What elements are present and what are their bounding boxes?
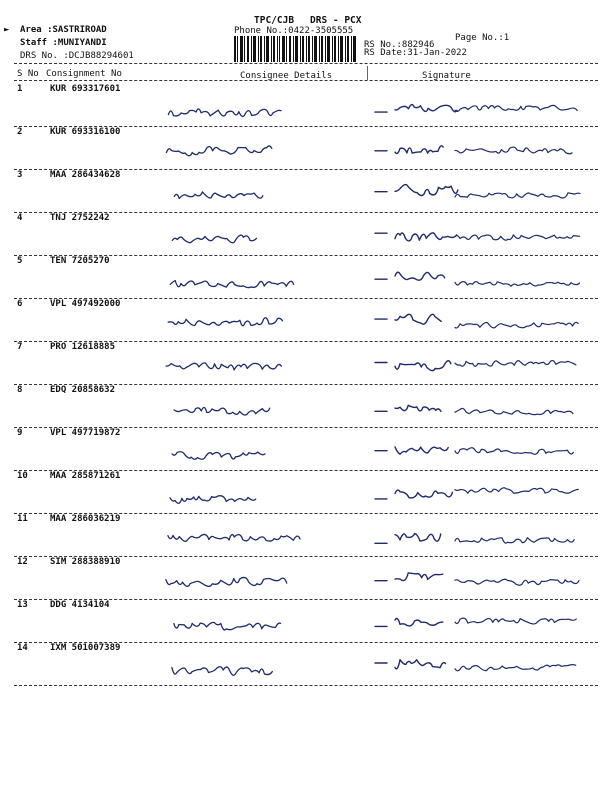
serial-number: 13 — [17, 600, 28, 610]
table-row — [0, 170, 600, 213]
phone-number: Phone No.:0422-3505555 — [234, 26, 354, 36]
company-code: TPC/CJB — [254, 15, 295, 26]
barcode-image — [234, 36, 356, 62]
handwritten-entry-image — [150, 520, 598, 560]
serial-number: 1 — [17, 84, 23, 94]
consignment-number: EDQ 20858632 — [50, 385, 116, 395]
column-header-divider — [14, 80, 598, 81]
serial-number: 4 — [17, 213, 23, 223]
consignment-number: IXM 501007389 — [50, 643, 121, 653]
serial-number: 8 — [17, 385, 23, 395]
staff-label: Staff :MUNIYANDI — [20, 38, 107, 48]
table-row — [0, 471, 600, 514]
consignment-number: SIM 288388910 — [50, 557, 121, 567]
rs-date: RS Date:31-Jan-2022 — [364, 48, 467, 58]
consignment-number: KUR 693316100 — [50, 127, 121, 137]
table-row — [0, 428, 600, 471]
consignment-number: KUR 693317601 — [50, 84, 121, 94]
serial-number: 11 — [17, 514, 28, 524]
handwritten-entry-image — [150, 348, 598, 388]
handwritten-entry-image — [150, 649, 598, 689]
drs-code: DRS - PCX — [310, 15, 362, 26]
column-header-sno: S No — [17, 69, 39, 79]
serial-number: 10 — [17, 471, 28, 481]
consignment-number: TEN 7205270 — [50, 256, 110, 266]
serial-number: 12 — [17, 557, 28, 567]
table-row — [0, 342, 600, 385]
handwritten-entry-image — [150, 90, 598, 130]
handwritten-entry-image — [150, 133, 598, 173]
consignment-number: PRO 12618885 — [50, 342, 116, 352]
column-header-consignee: Consignee Details — [240, 71, 333, 81]
serial-number: 14 — [17, 643, 28, 653]
area-label: Area :SASTRIROAD — [20, 25, 107, 35]
row-divider — [14, 685, 598, 686]
consignment-number: MAA 285871261 — [50, 471, 121, 481]
handwritten-entry-image — [150, 262, 598, 302]
handwritten-entry-image — [150, 477, 598, 517]
serial-number: 6 — [17, 299, 23, 309]
serial-number: 2 — [17, 127, 23, 137]
drs-number: DRS No. :DCJB88294601 — [20, 51, 134, 61]
header-divider — [14, 63, 598, 64]
consignment-number: MAA 286434628 — [50, 170, 121, 180]
table-row — [0, 514, 600, 557]
rs-number: RS No.:882946 — [364, 40, 435, 50]
table-row — [0, 557, 600, 600]
table-row — [0, 385, 600, 428]
consignment-number: MAA 286036219 — [50, 514, 121, 524]
serial-number: 3 — [17, 170, 23, 180]
handwritten-entry-image — [150, 176, 598, 216]
handwritten-entry-image — [150, 391, 598, 431]
column-header-consignment: Consignment No — [46, 69, 122, 79]
serial-number: 7 — [17, 342, 23, 352]
consignment-number: TNJ 2752242 — [50, 213, 110, 223]
page-number: Page No.:1 — [455, 33, 510, 43]
handwritten-entry-image — [150, 219, 598, 259]
bullet-icon: ► — [4, 25, 10, 35]
table-row — [0, 256, 600, 299]
handwritten-entry-image — [150, 434, 598, 474]
consignment-number: VPL 497719872 — [50, 428, 121, 438]
handwritten-entry-image — [150, 606, 598, 646]
column-tick-mark — [367, 66, 368, 80]
serial-number: 9 — [17, 428, 23, 438]
column-header-signature: Signature — [422, 71, 471, 81]
table-row — [0, 84, 600, 127]
handwritten-entry-image — [150, 563, 598, 603]
handwritten-entry-image — [150, 305, 598, 345]
table-row — [0, 299, 600, 342]
consignment-number: VPL 497492000 — [50, 299, 121, 309]
consignment-number: DDG 4134104 — [50, 600, 110, 610]
table-row — [0, 643, 600, 686]
table-row — [0, 600, 600, 643]
table-row — [0, 127, 600, 170]
serial-number: 5 — [17, 256, 23, 266]
table-row — [0, 213, 600, 256]
